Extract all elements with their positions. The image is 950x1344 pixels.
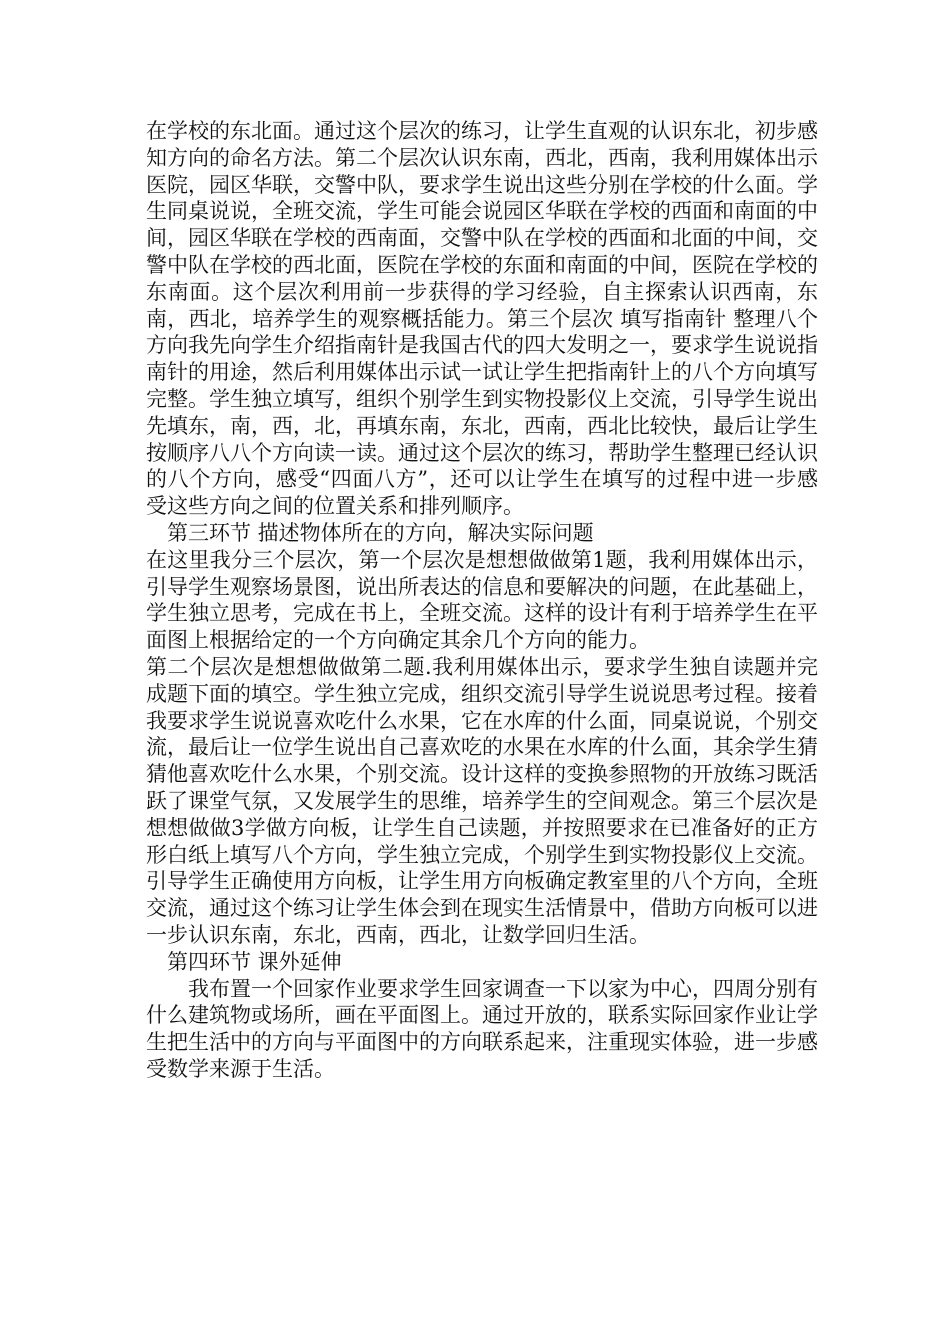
paragraph-exercise-one: 在这里我分三个层次，第一个层次是想想做做第1题，我利用媒体出示，引导学生观察场景图，说出所表达的信息和要解决的问题，在此基础上，学生独立思考，完成在书上，全班交流。这样的设计有利于培养学生在平面图上根据给定的一个方向确定其余几个方向的能力。	[146, 547, 818, 653]
document-body	[146, 118, 818, 1083]
paragraph-homework: 我布置一个回家作业要求学生回家调查一下以家为中心，四周分别有什么建筑物或场所，画在平面图上。通过开放的，联系实际回家作业让学生把生活中的方向与平面图中的方向联系起来，注重现实体验，进一步感受数学来源于生活。	[146, 976, 818, 1081]
section-heading-fourth: 第四环节 课外延伸	[167, 949, 342, 974]
section-heading-third: 第三环节 描述物体所在的方向，解决实际问题	[167, 520, 594, 545]
paragraph-direction-levels: 在学校的东北面。通过这个层次的练习，让学生直观的认识东北，初步感知方向的命名方法。第二个层次认识东南，西北，西南，我利用媒体出示医院，园区华联，交警中队，要求学生说出这些分别在学校的什么面。学生同桌说说，全班交流，学生可能会说园区华联在学校的西面和南面的中间，园区华联在学校的西南面，交警中队在学校的西面和北面的中间，交警中队在学校的西北面，医院在学校的东面和南面的中间，医院在学校的东南面。这个层次利用前一步获得的学习经验，自主探索认识西南，东南，西北，培养学生的观察概括能力。第三个层次 填写指南针 整理八个方向我先向学生介绍指南针是我国古代的四大发明之一，要求学生说说指南针的用途，然后利用媒体出示试一试让学生把指南针上的八个方向填写完整。学生独立填写，组织个别学生到实物投影仪上交流，引导学生说出先填东，南，西，北，再填东南，东北，西南，西北比较快，最后让学生按顺序八八个方向读一读。通过这个层次的练习，帮助学生整理已经认识的八个方向，感受“四面八方”，还可以让学生在填写的过程中进一步感受这些方向之间的位置关系和排列顺序。	[146, 119, 818, 519]
paragraph-exercise-two-three: 第二个层次是想想做做第二题.我利用媒体出示，要求学生独自读题并完成题下面的填空。学生独立完成，组织交流引导学生说说思考过程。接着我要求学生说说喜欢吃什么水果，它在水库的什么面，同桌说说，个别交流，最后让一位学生说出自己喜欢吃的水果在水库的什么面，其余学生猜猜他喜欢吃什么水果，个别交流。设计这样的变换参照物的开放练习既活跃了课堂气氛，又发展学生的思维，培养学生的空间观念。第三个层次是想想做做3学做方向板，让学生自己读题，并按照要求在已准备好的正方形白纸上填写八个方向，学生独立完成，个别学生到实物投影仪上交流。引导学生正确使用方向板，让学生用方向板确定教室里的八个方向，全班交流，通过这个练习让学生体会到在现实生活情景中，借助方向板可以进一步认识东南，东北，西南，西北，让数学回归生活。	[146, 654, 818, 947]
